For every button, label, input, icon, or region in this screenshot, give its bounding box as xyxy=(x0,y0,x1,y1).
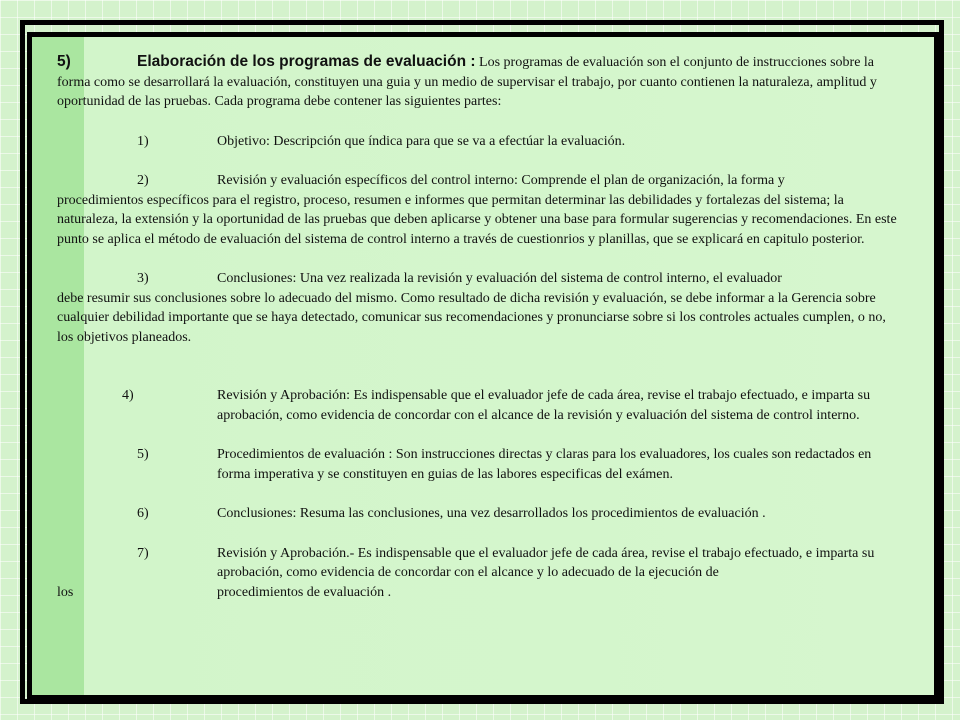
item-number: 3) xyxy=(137,271,149,286)
item-text-rest: procedimientos específicos para el registro, proceso, resumen e informes que permitan determinar las debilidades y fortalezas del sistema; la naturaleza, la extensión y la oportunidad de las pruebas que deben aplicarse y obtener una base para formular sugerencias y recomendaciones. En este punto se aplica el método de evaluación del sistema de control interno a través de cuestionrios y planillas, que se explicará en capitulo posterior. xyxy=(57,192,897,247)
item-text: Objetivo: Descripción que índica para que se va a efectúar la evaluación. xyxy=(217,133,626,149)
list-item xyxy=(57,504,897,524)
section-title: Elaboración de los programas de evaluación : xyxy=(137,53,476,70)
item-trailing-word: los xyxy=(57,584,74,600)
section-number: 5) xyxy=(57,53,71,70)
item-text: Revisión y Aprobación.- Es indispensable que el evaluador jefe de cada área, revise el trabajo efectuado, e imparta su aprobación, como evidencia de concordar con el alcance y lo adecuado de la ejecución de xyxy=(217,545,875,580)
item-number: 2) xyxy=(137,173,149,188)
list-item xyxy=(57,445,897,484)
item-number: 5) xyxy=(137,447,149,462)
item-text-first: Conclusiones: Una vez realizada la revisión y evaluación del sistema de control interno, el evaluador xyxy=(217,271,782,286)
section-heading-paragraph xyxy=(57,52,897,112)
document-body xyxy=(57,52,897,602)
list-item xyxy=(57,269,897,347)
list-item xyxy=(57,171,897,249)
item-number: 6) xyxy=(137,506,149,521)
item-number: 7) xyxy=(137,545,149,561)
list-item xyxy=(57,132,897,152)
list-item xyxy=(57,544,897,603)
item-text-rest: debe resumir sus conclusiones sobre lo adecuado del mismo. Como resultado de dicha revisión y evaluación, se debe informar a la Gerencia sobre cualquier debilidad importante que se haya detectado, comunicar sus recomendaciones y pronunciarse sobre si los controles actuales cumplen, o no, los objetivos planeados. xyxy=(57,290,886,345)
list-item xyxy=(57,386,897,425)
item-text: Procedimientos de evaluación : Son instrucciones directas y claras para los evaluadores, los cuales son redactados en forma imperativa y se constituyen en guias de las labores especificas del exámen. xyxy=(217,447,872,482)
section-intro: Los programas de evaluación son el conjunto de instrucciones sobre la forma como se desarrollará la evaluación, constituyen una guia y un medio de supervisar el trabajo, por cuanto contienen la naturaleza, amplitud y oportunidad de las pruebas. Cada programa debe contener las siguientes partes: xyxy=(57,55,877,109)
item-text: Revisión y Aprobación: Es indispensable que el evaluador jefe de cada área, revise el trabajo efectuado, e imparta su aprobación, como evidencia de concordar con el alcance de la revisión y evaluación del sistema de control interno. xyxy=(217,388,871,423)
item-number: 1) xyxy=(137,133,149,149)
item-text: Conclusiones: Resuma las conclusiones, una vez desarrollados los procedimientos de evaluación . xyxy=(217,506,766,521)
item-trailing-text: procedimientos de evaluación . xyxy=(217,584,392,600)
item-number: 4) xyxy=(122,388,134,403)
item-text-first: Revisión y evaluación específicos del control interno: Comprende el plan de organización, la forma y xyxy=(217,173,785,188)
